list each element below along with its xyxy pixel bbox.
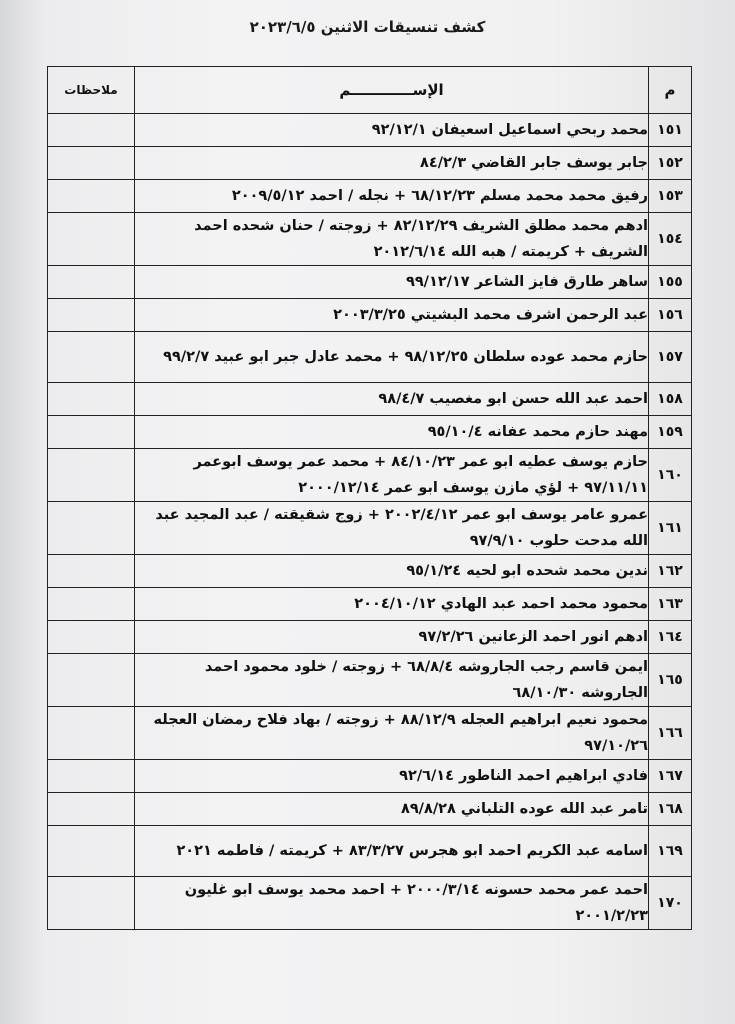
- table-row: [48, 449, 692, 502]
- row-number: ١٦٠: [649, 449, 692, 502]
- row-number: ١٥٩: [649, 416, 692, 449]
- row-notes: [48, 588, 135, 621]
- row-name: ندين محمد شحده ابو لحيه ٩٥/١/٢٤: [135, 555, 649, 588]
- row-notes: [48, 654, 135, 707]
- row-number: ١٥٨: [649, 383, 692, 416]
- row-name: اسامه عبد الكريم احمد ابو هجرس ٨٣/٣/٢٧ + كريمته / فاطمه ٢٠٢١: [135, 826, 649, 877]
- row-name: احمد عمر محمد حسونه ٢٠٠٠/٣/١٤ + احمد محمد يوسف ابو غليون ٢٠٠١/٢/٢٣: [135, 877, 649, 930]
- row-number: ١٦٥: [649, 654, 692, 707]
- row-number: ١٦٤: [649, 621, 692, 654]
- row-notes: [48, 826, 135, 877]
- row-notes: [48, 180, 135, 213]
- row-name: ادهم انور احمد الزعانين ٩٧/٢/٢٦: [135, 621, 649, 654]
- row-number: ١٦٦: [649, 707, 692, 760]
- row-number: ١٥٥: [649, 266, 692, 299]
- row-name: ساهر طارق فايز الشاعر ٩٩/١٢/١٧: [135, 266, 649, 299]
- table-body: [48, 114, 692, 930]
- column-header-notes: ملاحظات: [48, 67, 135, 114]
- row-number: ١٥١: [649, 114, 692, 147]
- table-row: [48, 180, 692, 213]
- table-row: [48, 332, 692, 383]
- row-number: ١٦٩: [649, 826, 692, 877]
- table-row: [48, 760, 692, 793]
- row-notes: [48, 707, 135, 760]
- table-row: [48, 213, 692, 266]
- row-number: ١٦١: [649, 502, 692, 555]
- row-number: ١٥٣: [649, 180, 692, 213]
- row-notes: [48, 416, 135, 449]
- row-notes: [48, 332, 135, 383]
- row-number: ١٦٢: [649, 555, 692, 588]
- row-notes: [48, 449, 135, 502]
- column-header-name: الإســــــــــــم: [135, 67, 649, 114]
- table-row: [48, 588, 692, 621]
- row-number: ١٦٣: [649, 588, 692, 621]
- row-notes: [48, 793, 135, 826]
- table-row: [48, 147, 692, 180]
- table-row: [48, 654, 692, 707]
- table-row: [48, 877, 692, 930]
- table-row: [48, 555, 692, 588]
- table-row: [48, 826, 692, 877]
- table-row: [48, 621, 692, 654]
- row-name: مهند حازم محمد عفانه ٩٥/١٠/٤: [135, 416, 649, 449]
- row-name: ادهم محمد مطلق الشريف ٨٢/١٢/٢٩ + زوجته / حنان شحده احمد الشريف + كريمته / هبه الله ٢٠١٢/٦/١٤: [135, 213, 649, 266]
- table-row: [48, 707, 692, 760]
- row-notes: [48, 760, 135, 793]
- table-header-row: [48, 67, 692, 114]
- row-notes: [48, 213, 135, 266]
- row-name: محمد ربحي اسماعيل اسعيفان ٩٢/١٢/١: [135, 114, 649, 147]
- row-notes: [48, 299, 135, 332]
- row-name: احمد عبد الله حسن ابو مغصيب ٩٨/٤/٧: [135, 383, 649, 416]
- row-notes: [48, 502, 135, 555]
- row-notes: [48, 383, 135, 416]
- column-header-number: م: [649, 67, 692, 114]
- table-row: [48, 416, 692, 449]
- row-number: ١٥٢: [649, 147, 692, 180]
- table-row: [48, 793, 692, 826]
- table-row: [48, 299, 692, 332]
- row-name: حازم محمد عوده سلطان ٩٨/١٢/٢٥ + محمد عادل جبر ابو عبيد ٩٩/٢/٧: [135, 332, 649, 383]
- row-notes: [48, 147, 135, 180]
- row-name: عمرو عامر يوسف ابو عمر ٢٠٠٢/٤/١٢ + زوج شقيقته / عبد المجيد عبد الله مدحت حلوب ٩٧/٩/١٠: [135, 502, 649, 555]
- table-row: [48, 266, 692, 299]
- row-name: عبد الرحمن اشرف محمد البشيتي ٢٠٠٣/٣/٢٥: [135, 299, 649, 332]
- row-number: ١٥٧: [649, 332, 692, 383]
- row-notes: [48, 114, 135, 147]
- row-number: ١٧٠: [649, 877, 692, 930]
- row-number: ١٦٧: [649, 760, 692, 793]
- names-table: [47, 66, 692, 930]
- row-name: تامر عبد الله عوده التلباني ٨٩/٨/٢٨: [135, 793, 649, 826]
- row-name: محمود نعيم ابراهيم العجله ٨٨/١٢/٩ + زوجته / بهاد فلاح رمضان العجله ٩٧/١٠/٢٦: [135, 707, 649, 760]
- row-notes: [48, 555, 135, 588]
- page-title: كشف تنسيقات الاثنين ٢٠٢٣/٦/٥: [249, 18, 486, 36]
- row-name: فادي ابراهيم احمد الناطور ٩٢/٦/١٤: [135, 760, 649, 793]
- table-row: [48, 114, 692, 147]
- row-notes: [48, 621, 135, 654]
- row-number: ١٦٨: [649, 793, 692, 826]
- row-name: جابر يوسف جابر القاضي ٨٤/٢/٣: [135, 147, 649, 180]
- row-name: ايمن قاسم رجب الجاروشه ٦٨/٨/٤ + زوجته / خلود محمود احمد الجاروشه ٦٨/١٠/٣٠: [135, 654, 649, 707]
- row-notes: [48, 877, 135, 930]
- table-row: [48, 383, 692, 416]
- row-name: حازم يوسف عطيه ابو عمر ٨٤/١٠/٢٣ + محمد عمر يوسف ابوعمر ٩٧/١١/١١ + لؤي مازن يوسف ابو عمر ٢٠٠٠/١٢/١٤: [135, 449, 649, 502]
- row-number: ١٥٤: [649, 213, 692, 266]
- table-row: [48, 502, 692, 555]
- row-number: ١٥٦: [649, 299, 692, 332]
- row-name: رفيق محمد محمد مسلم ٦٨/١٢/٢٣ + نجله / احمد ٢٠٠٩/٥/١٢: [135, 180, 649, 213]
- row-notes: [48, 266, 135, 299]
- row-name: محمود محمد احمد عبد الهادي ٢٠٠٤/١٠/١٢: [135, 588, 649, 621]
